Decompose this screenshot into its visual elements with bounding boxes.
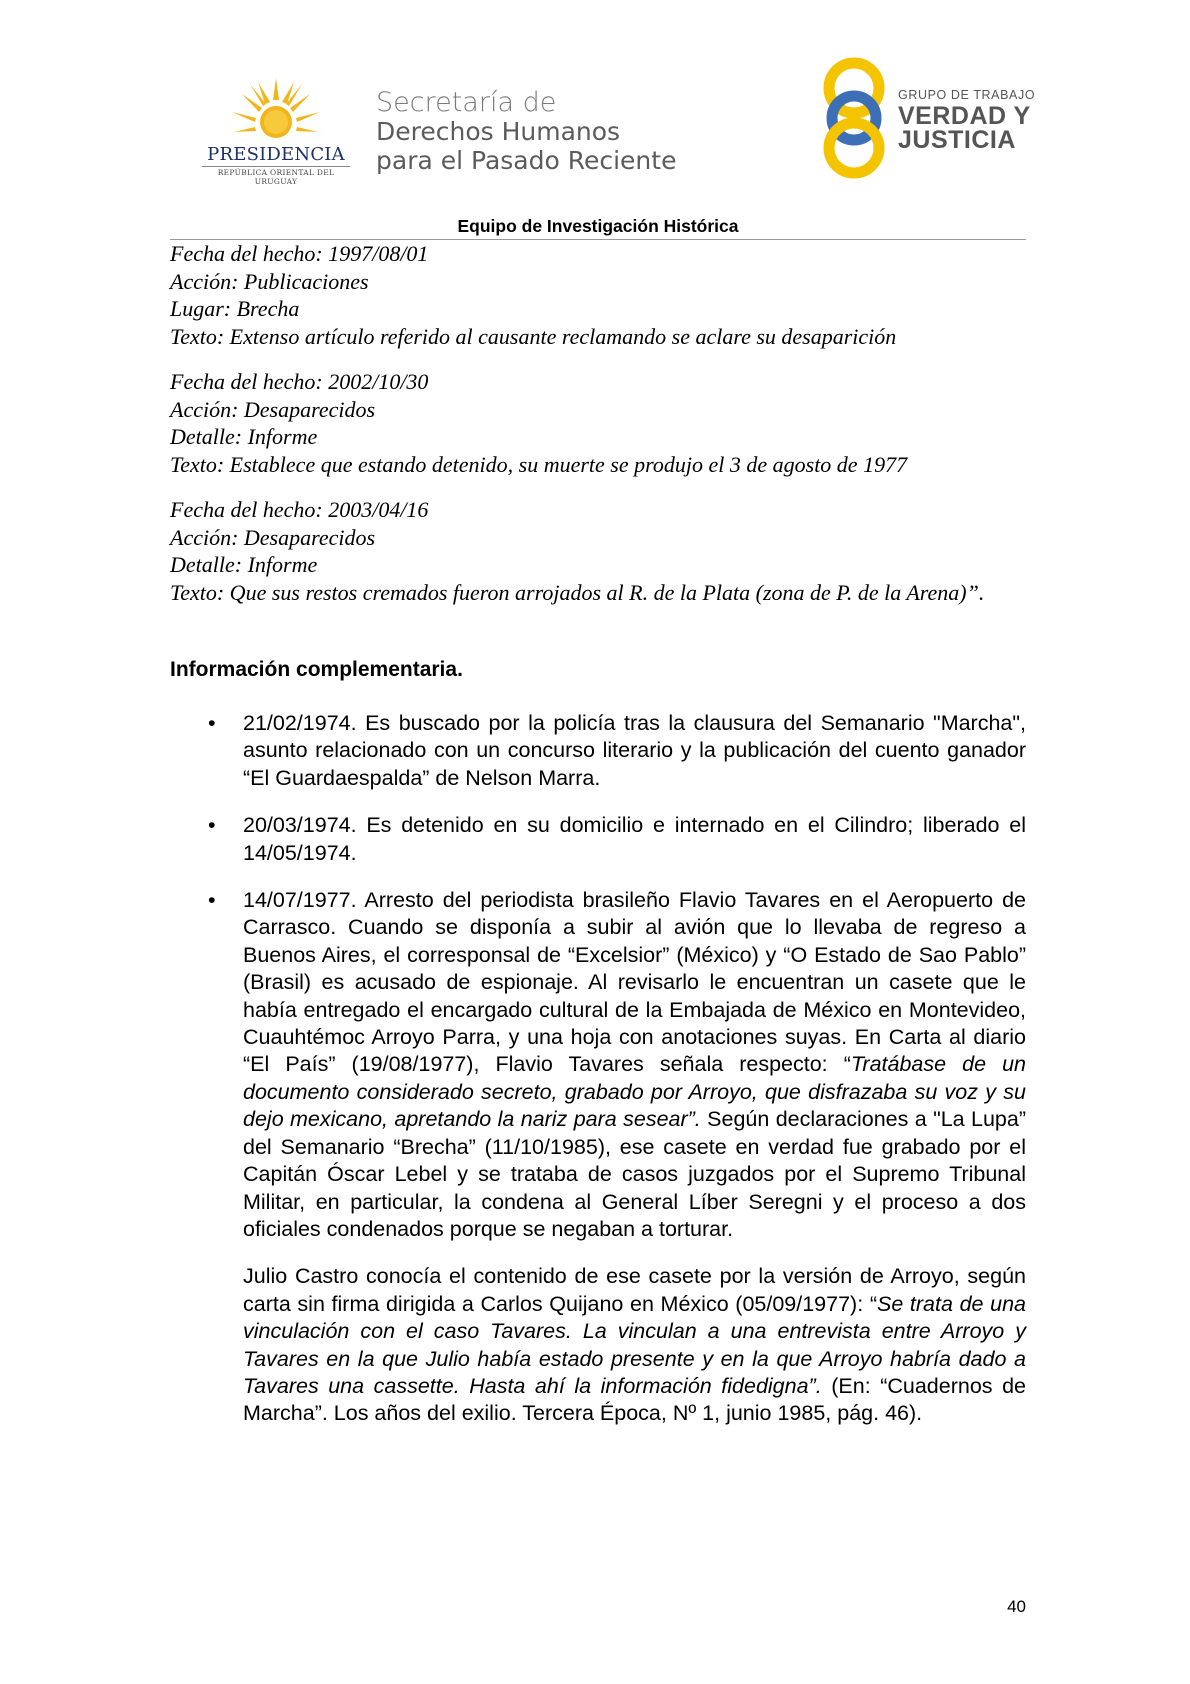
- justicia-label: JUSTICIA: [898, 126, 1016, 154]
- list-item-text-continued: Según declaraciones a "La Lupa” del Semanario “Brecha” (11/10/1985), ese casete en verdad fue grabado por el Capitán Óscar Lebel y se trataba de casos juzgados por el Supremo Tribunal Militar, en particular, la condena al General Líber Seregni y el proceso a dos oficiales condenados porque se negaban a torturar.: [243, 1107, 1026, 1241]
- presidencia-name: PRESIDENCIA: [207, 144, 345, 165]
- records-list: [170, 240, 1026, 624]
- bullet-icon: •: [208, 888, 216, 913]
- record-detail: Detalle: Informe: [170, 424, 318, 449]
- section-title: Información complementaria.: [170, 658, 463, 681]
- bullet-icon: •: [208, 813, 216, 838]
- verdad-justicia-logo: [822, 54, 1036, 184]
- paragraph-text-continued: (En: “Cuadernos de Marcha”. Los años del exilio. Tercera Época, Nº 1, junio 1985, pág. 46).: [243, 1373, 1027, 1426]
- record-action: Acción: Publicaciones: [170, 268, 369, 294]
- record-action: Acción: Desaparecidos: [170, 524, 376, 550]
- list-item: [170, 710, 1026, 792]
- record-place: Lugar: Brecha: [170, 296, 300, 321]
- record-entry: [170, 368, 1026, 478]
- verdad-label: VERDAD Y: [898, 102, 1031, 130]
- team-heading: Equipo de Investigación Histórica: [457, 216, 739, 236]
- presidencia-logo: [196, 78, 356, 186]
- quote-text: Se trata de una vinculación con el caso Tavares. La vinculan a una entrevista entre Arroyo y Tavares en la que Julio había estado presente y en la que Arroyo habría dado a Tavares una cassette. Hasta ahí la información fidedigna”.: [243, 1291, 1026, 1398]
- secretaria-logo-text: [376, 88, 676, 175]
- secretaria-line-1: Secretaría de: [376, 87, 557, 118]
- sun-emblem-icon: [230, 78, 322, 142]
- record-detail: Detalle: Informe: [170, 552, 318, 577]
- list-item-text: 20/03/1974. Es detenido en su domicilio e internado en el Cilindro; liberado el 14/05/1974.: [243, 813, 1026, 865]
- page-number: 40: [1007, 1597, 1026, 1616]
- presidencia-divider: [202, 166, 350, 167]
- record-date: Fecha del hecho: 2003/04/16: [170, 497, 429, 522]
- list-item-text: 14/07/1977. Arresto del periodista brasileño Flavio Tavares en el Aeropuerto de Carrasco. Cuando se disponía a subir al avión que lo llevaba de regreso a Buenos Aires, el corresponsal de “Excelsior” (México) y “O Estado de Sao Pablo” (Brasil) es acusado de espionaje. Al revisarlo le encuentran un casete que le había entregado el encargado cultural de la Embajada de México en Montevideo, Cuauhtémoc Arroyo Parra, y una hoja con anotaciones suyas. En Carta al diario “El País” (19/08/1977), Flavio Tavares señala respecto: “: [243, 888, 1026, 1077]
- list-item: [170, 887, 1026, 1243]
- record-entry: [170, 496, 1026, 606]
- record-text: Texto: Que sus restos cremados fueron arrojados al R. de la Plata (zona de P. de la Arena)”.: [170, 579, 985, 605]
- record-action: Acción: Desaparecidos: [170, 396, 376, 422]
- bullet-icon: •: [208, 711, 216, 735]
- record-date: Fecha del hecho: 2002/10/30: [170, 369, 429, 394]
- list-item-text: 21/02/1974. Es buscado por la policía tras la clausura del Semanario "Marcha", asunto relacionado con un concurso literario y la publicación del cuento ganador “El Guardaespalda” de Nelson Marra.: [243, 711, 1026, 790]
- follow-up-paragraph: [170, 1263, 1026, 1427]
- record-entry: [170, 240, 1026, 350]
- secretaria-line-3: para el Pasado Reciente: [376, 146, 677, 175]
- record-text: Texto: Establece que estando detenido, su muerte se produjo el 3 de agosto de 1977: [170, 451, 908, 477]
- grupo-trabajo-label: GRUPO DE TRABAJO: [898, 88, 1036, 102]
- record-text: Texto: Extenso artículo referido al causante reclamando se aclare su desaparición: [170, 323, 897, 349]
- presidencia-subtitle: REPÚBLICA ORIENTAL DEL URUGUAY: [217, 168, 335, 186]
- complementary-info-list: [170, 710, 1026, 1428]
- record-date: Fecha del hecho: 1997/08/01: [170, 241, 429, 266]
- list-item: [170, 812, 1026, 867]
- quote-text: Tratábase de un documento considerado secreto, grabado por Arroyo, que disfrazaba su voz y su dejo mexicano, apretando la nariz para sesear”.: [243, 1052, 1027, 1132]
- secretaria-line-2: Derechos Humanos: [376, 117, 621, 146]
- rings-emblem-icon: [822, 54, 896, 184]
- paragraph-text: Julio Castro conocía el contenido de ese casete por la versión de Arroyo, según carta sin firma dirigida a Carlos Quijano en México (05/09/1977): “: [243, 1264, 1026, 1316]
